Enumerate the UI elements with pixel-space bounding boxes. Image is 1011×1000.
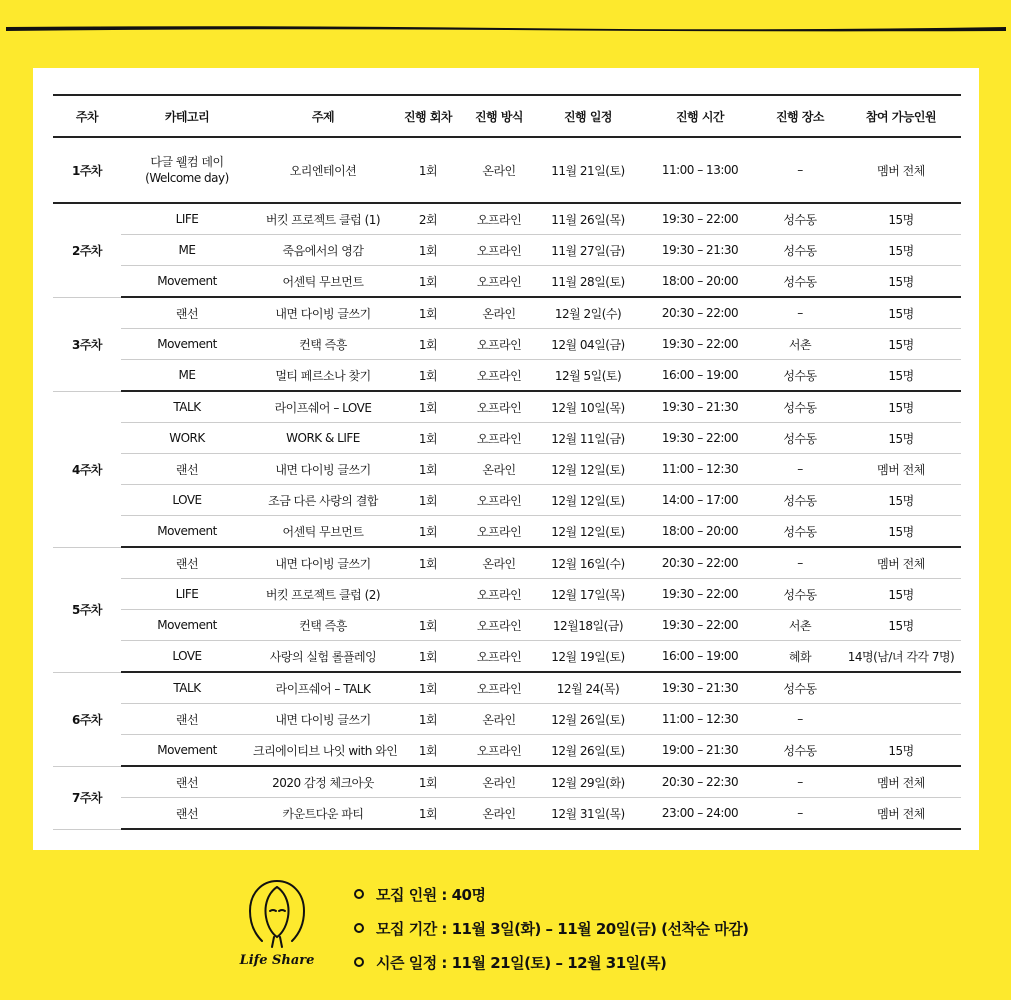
table-row bbox=[53, 579, 961, 610]
topic-cell: 컨택 즉흥 bbox=[253, 610, 393, 641]
table-row bbox=[53, 266, 961, 298]
column-header: 참여 가능인원 bbox=[841, 95, 961, 137]
time-cell: 18:00 – 20:00 bbox=[641, 266, 759, 298]
count-cell: 1회 bbox=[393, 672, 463, 704]
capacity-cell: 15명 bbox=[841, 203, 961, 235]
topic-cell: 크리에이티브 나잇 with 와인 bbox=[253, 735, 393, 767]
category-cell: 랜선 bbox=[121, 766, 253, 798]
capacity-cell: 멤버 전체 bbox=[841, 798, 961, 830]
table-row bbox=[53, 329, 961, 360]
date-cell: 12월 12일(토) bbox=[535, 516, 641, 548]
week-cell: 4주차 bbox=[53, 391, 121, 547]
table-row bbox=[53, 798, 961, 830]
place-cell: – bbox=[759, 766, 841, 798]
count-cell: 1회 bbox=[393, 266, 463, 298]
topic-cell: 사랑의 실험 롤플레잉 bbox=[253, 641, 393, 673]
topic-cell: 죽음에서의 영감 bbox=[253, 235, 393, 266]
category-cell: 랜선 bbox=[121, 297, 253, 329]
time-cell: 20:30 – 22:00 bbox=[641, 297, 759, 329]
topic-cell: 라이프쉐어 – LOVE bbox=[253, 391, 393, 423]
count-cell: 1회 bbox=[393, 235, 463, 266]
column-header: 카테고리 bbox=[121, 95, 253, 137]
schedule-table bbox=[53, 94, 961, 830]
date-cell: 11월 28일(토) bbox=[535, 266, 641, 298]
topic-cell: 오리엔테이션 bbox=[253, 137, 393, 203]
method-cell: 온라인 bbox=[463, 798, 535, 830]
count-cell: 1회 bbox=[393, 735, 463, 767]
time-cell: 16:00 – 19:00 bbox=[641, 641, 759, 673]
time-cell: 19:30 – 21:30 bbox=[641, 391, 759, 423]
count-cell: 1회 bbox=[393, 485, 463, 516]
bullet-icon bbox=[354, 923, 364, 933]
place-cell: 성수동 bbox=[759, 516, 841, 548]
date-cell: 12월18일(금) bbox=[535, 610, 641, 641]
category-cell: LIFE bbox=[121, 579, 253, 610]
date-cell: 12월 31일(목) bbox=[535, 798, 641, 830]
count-cell: 2회 bbox=[393, 203, 463, 235]
count-cell: 1회 bbox=[393, 454, 463, 485]
topic-cell: 어센틱 무브먼트 bbox=[253, 266, 393, 298]
method-cell: 오프라인 bbox=[463, 360, 535, 392]
category-cell: Movement bbox=[121, 266, 253, 298]
method-cell: 온라인 bbox=[463, 547, 535, 579]
place-cell: 성수동 bbox=[759, 579, 841, 610]
place-cell: 성수동 bbox=[759, 735, 841, 767]
table-row bbox=[53, 735, 961, 767]
count-cell: 1회 bbox=[393, 423, 463, 454]
place-cell: – bbox=[759, 454, 841, 485]
count-cell: 1회 bbox=[393, 610, 463, 641]
category-cell: ME bbox=[121, 235, 253, 266]
place-cell: 성수동 bbox=[759, 485, 841, 516]
category-cell: LOVE bbox=[121, 641, 253, 673]
method-cell: 온라인 bbox=[463, 297, 535, 329]
topic-cell: 내면 다이빙 글쓰기 bbox=[253, 704, 393, 735]
table-row bbox=[53, 235, 961, 266]
category-cell: 랜선 bbox=[121, 704, 253, 735]
time-cell: 18:00 – 20:00 bbox=[641, 516, 759, 548]
category-cell: LOVE bbox=[121, 485, 253, 516]
category-cell: 랜선 bbox=[121, 798, 253, 830]
table-row bbox=[53, 641, 961, 673]
method-cell: 온라인 bbox=[463, 137, 535, 203]
category-cell: TALK bbox=[121, 391, 253, 423]
time-cell: 19:30 – 22:00 bbox=[641, 579, 759, 610]
date-cell: 12월 10일(목) bbox=[535, 391, 641, 423]
info-capacity: 모집 인원 : 40명 bbox=[354, 877, 749, 911]
column-header: 주제 bbox=[253, 95, 393, 137]
table-row bbox=[53, 485, 961, 516]
logo-text: Life Share bbox=[239, 953, 315, 968]
count-cell: 1회 bbox=[393, 391, 463, 423]
method-cell: 오프라인 bbox=[463, 610, 535, 641]
place-cell: 혜화 bbox=[759, 641, 841, 673]
capacity-cell: 15명 bbox=[841, 423, 961, 454]
date-cell: 12월 12일(토) bbox=[535, 454, 641, 485]
week-cell: 5주차 bbox=[53, 547, 121, 672]
count-cell bbox=[393, 579, 463, 610]
date-cell: 12월 2일(수) bbox=[535, 297, 641, 329]
method-cell: 오프라인 bbox=[463, 203, 535, 235]
info-recruit-period: 모집 기간 : 11월 3일(화) – 11월 20일(금) (선착순 마감) bbox=[354, 911, 749, 945]
method-cell: 오프라인 bbox=[463, 423, 535, 454]
topic-cell: 내면 다이빙 글쓰기 bbox=[253, 454, 393, 485]
time-cell: 19:30 – 21:30 bbox=[641, 235, 759, 266]
week-cell: 7주차 bbox=[53, 766, 121, 829]
topic-cell: 카운트다운 파티 bbox=[253, 798, 393, 830]
capacity-cell: 14명(남/녀 각각 7명) bbox=[841, 641, 961, 673]
topic-cell: 내면 다이빙 글쓰기 bbox=[253, 547, 393, 579]
place-cell: 성수동 bbox=[759, 266, 841, 298]
place-cell: 서촌 bbox=[759, 610, 841, 641]
method-cell: 오프라인 bbox=[463, 516, 535, 548]
count-cell: 1회 bbox=[393, 137, 463, 203]
column-header: 진행 시간 bbox=[641, 95, 759, 137]
category-cell: 랜선 bbox=[121, 454, 253, 485]
category-cell: WORK bbox=[121, 423, 253, 454]
method-cell: 오프라인 bbox=[463, 235, 535, 266]
week-cell: 3주차 bbox=[53, 297, 121, 391]
capacity-cell: 15명 bbox=[841, 735, 961, 767]
table-row bbox=[53, 704, 961, 735]
topic-cell: 컨택 즉흥 bbox=[253, 329, 393, 360]
capacity-cell: 15명 bbox=[841, 266, 961, 298]
capacity-cell: 15명 bbox=[841, 329, 961, 360]
capacity-cell bbox=[841, 672, 961, 704]
method-cell: 오프라인 bbox=[463, 391, 535, 423]
table-row bbox=[53, 454, 961, 485]
date-cell: 11월 21일(토) bbox=[535, 137, 641, 203]
date-cell: 11월 26일(목) bbox=[535, 203, 641, 235]
date-cell: 12월 12일(토) bbox=[535, 485, 641, 516]
topic-cell: 어센틱 무브먼트 bbox=[253, 516, 393, 548]
time-cell: 11:00 – 12:30 bbox=[641, 454, 759, 485]
place-cell: 성수동 bbox=[759, 360, 841, 392]
topic-cell: 조금 다른 사랑의 결합 bbox=[253, 485, 393, 516]
date-cell: 11월 27일(금) bbox=[535, 235, 641, 266]
time-cell: 11:00 – 13:00 bbox=[641, 137, 759, 203]
capacity-cell: 멤버 전체 bbox=[841, 137, 961, 203]
category-cell: Movement bbox=[121, 610, 253, 641]
place-cell: 성수동 bbox=[759, 203, 841, 235]
topic-cell: 버킷 프로젝트 클럽 (2) bbox=[253, 579, 393, 610]
date-cell: 12월 04일(금) bbox=[535, 329, 641, 360]
method-cell: 오프라인 bbox=[463, 641, 535, 673]
count-cell: 1회 bbox=[393, 547, 463, 579]
top-brush-line bbox=[6, 24, 1006, 32]
count-cell: 1회 bbox=[393, 704, 463, 735]
method-cell: 오프라인 bbox=[463, 266, 535, 298]
category-cell: TALK bbox=[121, 672, 253, 704]
category-cell: 다글 웰컴 데이 (Welcome day) bbox=[121, 137, 253, 203]
table-row bbox=[53, 391, 961, 423]
category-cell: Movement bbox=[121, 516, 253, 548]
time-cell: 16:00 – 19:00 bbox=[641, 360, 759, 392]
category-cell: LIFE bbox=[121, 203, 253, 235]
bullet-icon bbox=[354, 889, 364, 899]
place-cell: 서촌 bbox=[759, 329, 841, 360]
count-cell: 1회 bbox=[393, 329, 463, 360]
table-row bbox=[53, 360, 961, 392]
table-header-row bbox=[53, 95, 961, 137]
capacity-cell: 15명 bbox=[841, 516, 961, 548]
time-cell: 19:30 – 22:00 bbox=[641, 203, 759, 235]
place-cell: 성수동 bbox=[759, 672, 841, 704]
place-cell: 성수동 bbox=[759, 423, 841, 454]
capacity-cell: 15명 bbox=[841, 610, 961, 641]
column-header: 진행 방식 bbox=[463, 95, 535, 137]
week-cell: 2주차 bbox=[53, 203, 121, 297]
column-header: 주차 bbox=[53, 95, 121, 137]
recruit-info bbox=[354, 877, 749, 979]
capacity-cell: 멤버 전체 bbox=[841, 454, 961, 485]
topic-cell: 버킷 프로젝트 클럽 (1) bbox=[253, 203, 393, 235]
table-row bbox=[53, 203, 961, 235]
date-cell: 12월 5일(토) bbox=[535, 360, 641, 392]
topic-cell: 멀티 페르소나 찾기 bbox=[253, 360, 393, 392]
topic-cell: WORK & LIFE bbox=[253, 423, 393, 454]
topic-cell: 내면 다이빙 글쓰기 bbox=[253, 297, 393, 329]
category-cell: ME bbox=[121, 360, 253, 392]
method-cell: 오프라인 bbox=[463, 329, 535, 360]
category-cell: Movement bbox=[121, 329, 253, 360]
category-cell: 랜선 bbox=[121, 547, 253, 579]
count-cell: 1회 bbox=[393, 360, 463, 392]
date-cell: 12월 24(목) bbox=[535, 672, 641, 704]
table-row bbox=[53, 297, 961, 329]
table-row bbox=[53, 516, 961, 548]
capacity-cell bbox=[841, 704, 961, 735]
topic-cell: 2020 감정 체크아웃 bbox=[253, 766, 393, 798]
time-cell: 14:00 – 17:00 bbox=[641, 485, 759, 516]
capacity-cell: 15명 bbox=[841, 485, 961, 516]
time-cell: 19:30 – 22:00 bbox=[641, 610, 759, 641]
place-cell: – bbox=[759, 798, 841, 830]
column-header: 진행 회차 bbox=[393, 95, 463, 137]
place-cell: – bbox=[759, 547, 841, 579]
method-cell: 오프라인 bbox=[463, 485, 535, 516]
place-cell: 성수동 bbox=[759, 235, 841, 266]
info-season-schedule: 시즌 일정 : 11월 21일(토) – 12월 31일(목) bbox=[354, 945, 749, 979]
method-cell: 온라인 bbox=[463, 704, 535, 735]
capacity-cell: 15명 bbox=[841, 360, 961, 392]
place-cell: 성수동 bbox=[759, 391, 841, 423]
time-cell: 19:00 – 21:30 bbox=[641, 735, 759, 767]
table-row bbox=[53, 672, 961, 704]
place-cell: – bbox=[759, 137, 841, 203]
schedule-panel bbox=[33, 68, 979, 850]
footer bbox=[232, 873, 832, 983]
time-cell: 19:30 – 22:00 bbox=[641, 423, 759, 454]
date-cell: 12월 11일(금) bbox=[535, 423, 641, 454]
place-cell: – bbox=[759, 297, 841, 329]
count-cell: 1회 bbox=[393, 798, 463, 830]
capacity-cell: 15명 bbox=[841, 235, 961, 266]
date-cell: 12월 26일(토) bbox=[535, 704, 641, 735]
date-cell: 12월 19일(토) bbox=[535, 641, 641, 673]
bullet-icon bbox=[354, 957, 364, 967]
table-row bbox=[53, 137, 961, 203]
method-cell: 오프라인 bbox=[463, 579, 535, 610]
time-cell: 20:30 – 22:30 bbox=[641, 766, 759, 798]
time-cell: 19:30 – 22:00 bbox=[641, 329, 759, 360]
topic-cell: 라이프쉐어 – TALK bbox=[253, 672, 393, 704]
method-cell: 오프라인 bbox=[463, 735, 535, 767]
table-row bbox=[53, 423, 961, 454]
column-header: 진행 일정 bbox=[535, 95, 641, 137]
date-cell: 12월 16일(수) bbox=[535, 547, 641, 579]
capacity-cell: 멤버 전체 bbox=[841, 547, 961, 579]
table-body bbox=[53, 137, 961, 829]
capacity-cell: 15명 bbox=[841, 579, 961, 610]
week-cell: 1주차 bbox=[53, 137, 121, 203]
capacity-cell: 15명 bbox=[841, 391, 961, 423]
place-cell: – bbox=[759, 704, 841, 735]
table-row bbox=[53, 766, 961, 798]
time-cell: 23:00 – 24:00 bbox=[641, 798, 759, 830]
method-cell: 온라인 bbox=[463, 454, 535, 485]
capacity-cell: 멤버 전체 bbox=[841, 766, 961, 798]
count-cell: 1회 bbox=[393, 297, 463, 329]
date-cell: 12월 17일(목) bbox=[535, 579, 641, 610]
count-cell: 1회 bbox=[393, 516, 463, 548]
week-cell: 6주차 bbox=[53, 672, 121, 766]
date-cell: 12월 29일(화) bbox=[535, 766, 641, 798]
capacity-cell: 15명 bbox=[841, 297, 961, 329]
method-cell: 온라인 bbox=[463, 766, 535, 798]
table-row bbox=[53, 547, 961, 579]
time-cell: 11:00 – 12:30 bbox=[641, 704, 759, 735]
table-row bbox=[53, 610, 961, 641]
column-header: 진행 장소 bbox=[759, 95, 841, 137]
time-cell: 19:30 – 21:30 bbox=[641, 672, 759, 704]
count-cell: 1회 bbox=[393, 766, 463, 798]
time-cell: 20:30 – 22:00 bbox=[641, 547, 759, 579]
category-cell: Movement bbox=[121, 735, 253, 767]
count-cell: 1회 bbox=[393, 641, 463, 673]
date-cell: 12월 26일(토) bbox=[535, 735, 641, 767]
method-cell: 오프라인 bbox=[463, 672, 535, 704]
